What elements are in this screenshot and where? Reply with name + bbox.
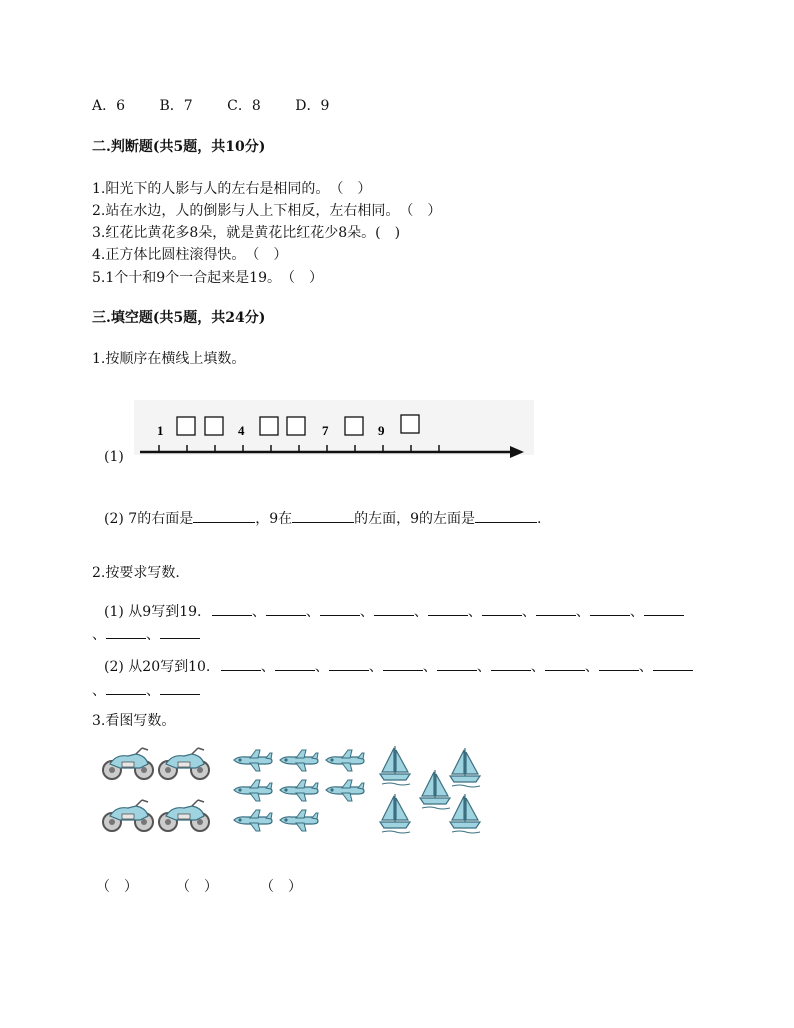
option-a: A．6	[92, 98, 126, 114]
airplane-icon	[326, 780, 364, 801]
airplane-icon	[280, 810, 318, 831]
answer-blank[interactable]	[221, 670, 261, 671]
answer-blank[interactable]	[160, 638, 200, 639]
q2-part1-label: (1) 从9写到19.	[104, 604, 202, 620]
answer-blank[interactable]	[475, 522, 537, 523]
motorcycle-icon	[159, 800, 209, 831]
answer-box[interactable]	[205, 417, 223, 435]
section2-title: 二.判断题(共5题，共10分)	[92, 139, 266, 155]
answer-blank[interactable]	[545, 670, 585, 671]
judge-item-1: 1.阳光下的人影与人的左右是相同的。 （ ）	[92, 181, 372, 197]
option-b: B．7	[159, 98, 193, 114]
answer-blank[interactable]	[374, 615, 414, 616]
answer-blank[interactable]	[383, 670, 423, 671]
tick-label-4: 4	[238, 423, 245, 438]
answer-blank[interactable]	[644, 615, 684, 616]
q1-part2	[104, 508, 542, 528]
sailboat-icon	[450, 794, 480, 833]
sailboat-icon	[380, 746, 410, 785]
q2-part2-cont: 、 、	[92, 680, 200, 700]
answer-blank[interactable]	[266, 615, 306, 616]
sailboat-icon	[450, 748, 480, 787]
answer-box[interactable]	[401, 415, 419, 433]
airplane-icon	[280, 780, 318, 801]
judge-item-5: 5.1个十和9个一合起来是19。 （ ）	[92, 270, 323, 286]
tick-label-1: 1	[157, 423, 164, 438]
answer-blank[interactable]	[292, 522, 354, 523]
q3-title: 3.看图写数。	[92, 713, 176, 729]
answer-blank[interactable]	[653, 670, 693, 671]
q1-part2-text-d: .	[537, 511, 542, 527]
q3-answer-2[interactable]: （ ）	[176, 879, 218, 895]
answer-blank[interactable]	[275, 670, 315, 671]
q2-part1-cont: 、 、	[92, 624, 200, 644]
q1-part2-text-a: (2) 7的右面是	[104, 511, 194, 527]
answer-blank[interactable]	[491, 670, 531, 671]
q1-part2-text-b: ，9在	[255, 511, 293, 527]
answer-blank[interactable]	[590, 615, 630, 616]
airplane-icon	[326, 750, 364, 771]
q2-part2-label: (2) 从20写到10.	[104, 659, 211, 675]
answer-blank[interactable]	[106, 638, 146, 639]
answer-box[interactable]	[260, 417, 278, 435]
q1-part2-text-c: 的左面，9的左面是	[354, 511, 476, 527]
judge-item-3: 3.红花比黄花多8朵，就是黄花比红花少8朵。( )	[92, 225, 401, 241]
answer-blank[interactable]	[599, 670, 639, 671]
answer-box[interactable]	[345, 417, 363, 435]
option-d: D．9	[295, 98, 330, 114]
answer-box[interactable]	[177, 417, 195, 435]
answer-blank[interactable]	[482, 615, 522, 616]
q3-answer-1[interactable]: （ ）	[96, 879, 138, 895]
q1-part1-label: (1)	[104, 449, 124, 465]
airplane-icon	[234, 810, 272, 831]
answer-blank[interactable]	[320, 615, 360, 616]
counting-pictures	[98, 740, 498, 840]
answer-blank[interactable]	[160, 694, 200, 695]
tick-label-7: 7	[322, 423, 329, 438]
airplane-icon	[234, 750, 272, 771]
q3-answer-3[interactable]: （ ）	[260, 879, 302, 895]
q1-title: 1.按顺序在横线上填数。	[92, 351, 246, 367]
section3-title: 三.填空题(共5题，共24分)	[92, 310, 266, 326]
answer-blank[interactable]	[536, 615, 576, 616]
sailboat-icon	[420, 770, 450, 809]
answer-blank[interactable]	[193, 522, 255, 523]
answer-blank[interactable]	[437, 670, 477, 671]
answer-blank[interactable]	[212, 615, 252, 616]
airplane-icon	[280, 750, 318, 771]
motorcycle-icon	[159, 748, 209, 779]
q2-part2: (2) 从20写到10. 、 、 、 、 、 、 、 、	[104, 656, 693, 676]
motorcycle-icon	[103, 800, 153, 831]
motorcycle-icon	[103, 748, 153, 779]
answer-blank[interactable]	[329, 670, 369, 671]
q2-part1: (1) 从9写到19. 、 、 、 、 、 、 、 、	[104, 601, 684, 621]
judge-item-2: 2.站在水边，人的倒影与人上下相反，左右相同。 （ ）	[92, 203, 442, 219]
q2-title: 2.按要求写数.	[92, 565, 180, 581]
answer-blank[interactable]	[428, 615, 468, 616]
option-c: C．8	[227, 98, 261, 114]
judge-item-4: 4.正方体比圆柱滚得快。 （ ）	[92, 247, 288, 263]
number-line	[104, 400, 534, 470]
airplane-icon	[234, 780, 272, 801]
answer-blank[interactable]	[106, 694, 146, 695]
tick-label-9: 9	[378, 423, 385, 438]
answer-box[interactable]	[287, 417, 305, 435]
choice-options	[92, 95, 359, 115]
sailboat-icon	[380, 794, 410, 833]
